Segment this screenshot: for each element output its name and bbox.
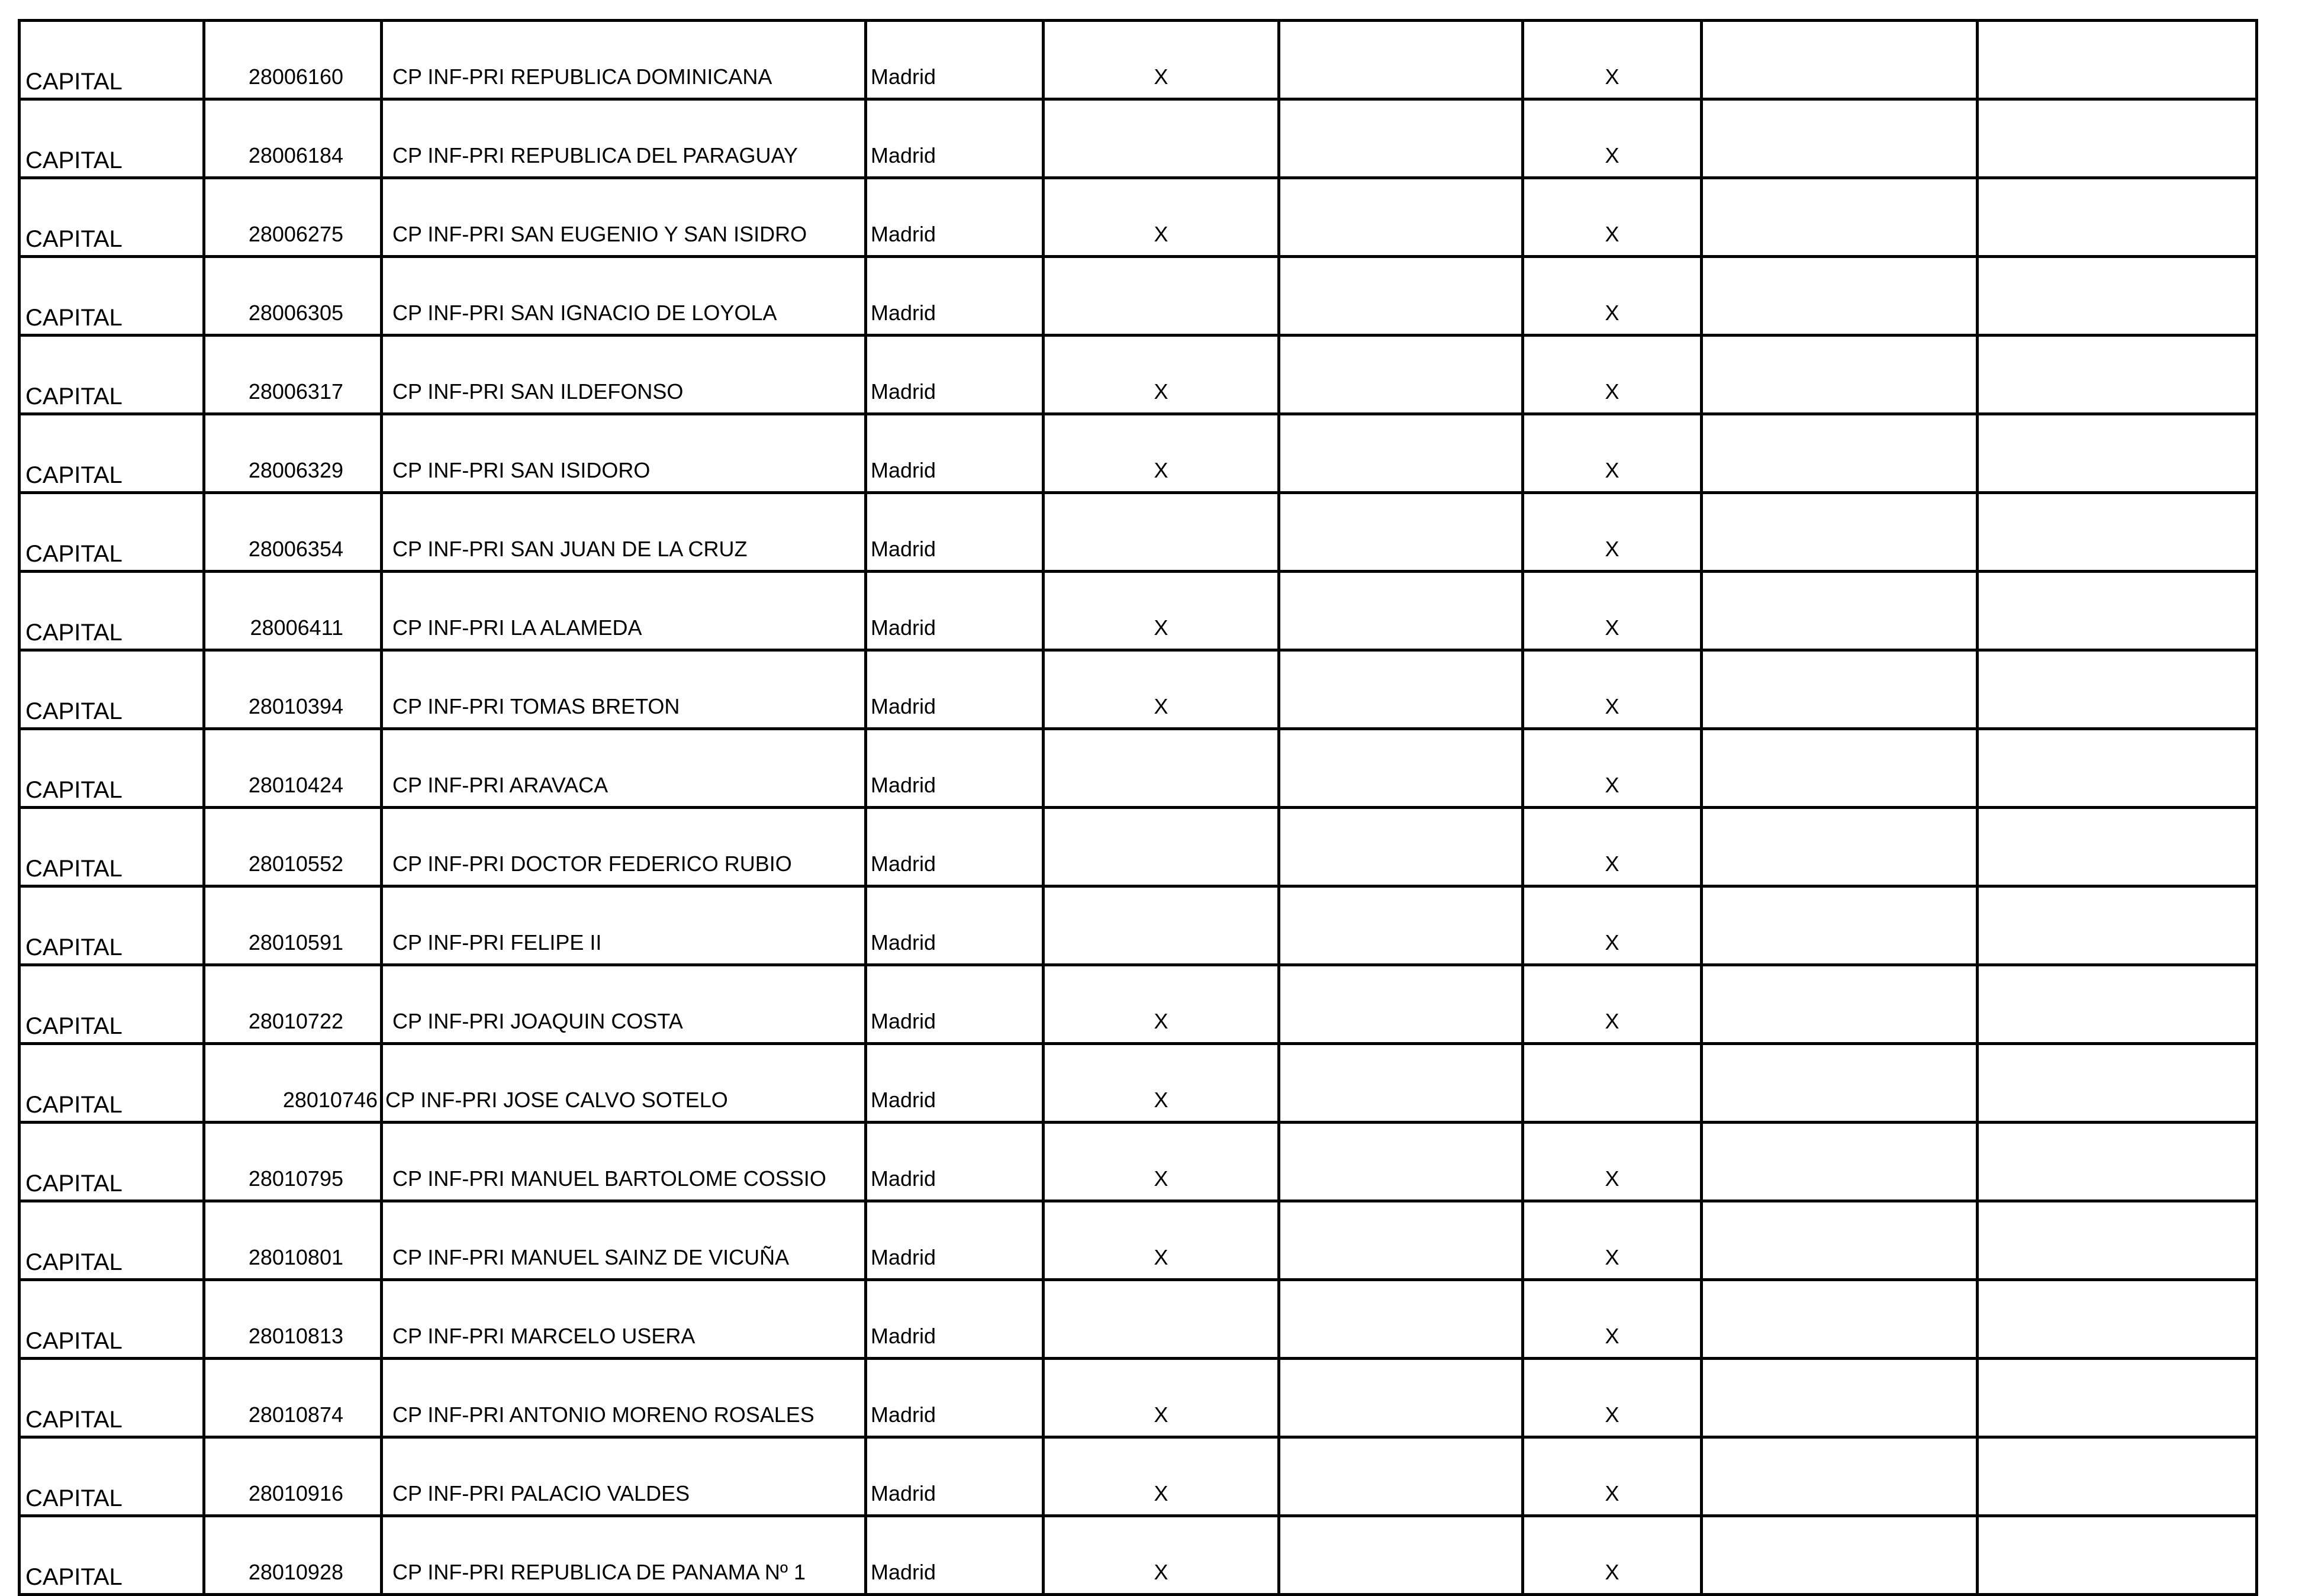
mark-cell-4 [1702, 1516, 1978, 1595]
mark-cell-5 [1978, 178, 2257, 257]
mark-cell-3: X [1523, 965, 1702, 1044]
center-code-cell: 28010874 [204, 1359, 382, 1437]
mark-cell-5 [1978, 886, 2257, 965]
mark-cell-2 [1279, 729, 1523, 808]
area-cell: CAPITAL [20, 572, 204, 650]
mark-cell-1: X [1044, 1044, 1279, 1123]
mark-cell-3: X [1523, 493, 1702, 572]
center-code-cell: 28006184 [204, 99, 382, 178]
mark-cell-5 [1978, 572, 2257, 650]
mark-cell-1 [1044, 808, 1279, 886]
mark-cell-4 [1702, 1201, 1978, 1280]
mark-cell-4 [1702, 1123, 1978, 1201]
mark-cell-3: X [1523, 414, 1702, 493]
mark-cell-3: X [1523, 178, 1702, 257]
mark-cell-2 [1279, 1201, 1523, 1280]
mark-cell-5 [1978, 1044, 2257, 1123]
mark-cell-1: X [1044, 650, 1279, 729]
center-code-cell: 28006411 [204, 572, 382, 650]
mark-cell-5 [1978, 336, 2257, 414]
center-code-cell: 28010591 [204, 886, 382, 965]
city-cell: Madrid [866, 1201, 1044, 1280]
mark-cell-1: X [1044, 336, 1279, 414]
area-cell: CAPITAL [20, 493, 204, 572]
school-name-cell: CP INF-PRI MANUEL BARTOLOME COSSIO [382, 1123, 866, 1201]
school-name-cell: CP INF-PRI REPUBLICA DEL PARAGUAY [382, 99, 866, 178]
mark-cell-2 [1279, 886, 1523, 965]
mark-cell-3: X [1523, 1280, 1702, 1359]
mark-cell-3: X [1523, 336, 1702, 414]
mark-cell-3: X [1523, 1201, 1702, 1280]
mark-cell-5 [1978, 1359, 2257, 1437]
area-cell: CAPITAL [20, 1123, 204, 1201]
mark-cell-1: X [1044, 1123, 1279, 1201]
mark-cell-2 [1279, 99, 1523, 178]
mark-cell-4 [1702, 21, 1978, 99]
mark-cell-1: X [1044, 1516, 1279, 1595]
mark-cell-1: X [1044, 21, 1279, 99]
mark-cell-5 [1978, 650, 2257, 729]
mark-cell-1 [1044, 729, 1279, 808]
mark-cell-5 [1978, 493, 2257, 572]
table-row [20, 650, 2257, 729]
city-cell: Madrid [866, 257, 1044, 336]
mark-cell-5 [1978, 257, 2257, 336]
table-row [20, 965, 2257, 1044]
table-row [20, 729, 2257, 808]
city-cell: Madrid [866, 886, 1044, 965]
mark-cell-3: X [1523, 1123, 1702, 1201]
mark-cell-2 [1279, 336, 1523, 414]
table-row [20, 493, 2257, 572]
table-row [20, 336, 2257, 414]
mark-cell-2 [1279, 414, 1523, 493]
mark-cell-2 [1279, 1044, 1523, 1123]
mark-cell-2 [1279, 257, 1523, 336]
mark-cell-5 [1978, 21, 2257, 99]
mark-cell-2 [1279, 572, 1523, 650]
table-row [20, 99, 2257, 178]
center-code-cell: 28010916 [204, 1437, 382, 1516]
mark-cell-3: X [1523, 1516, 1702, 1595]
table-row [20, 21, 2257, 99]
center-code-cell: 28010424 [204, 729, 382, 808]
area-cell: CAPITAL [20, 1201, 204, 1280]
city-cell: Madrid [866, 965, 1044, 1044]
mark-cell-3: X [1523, 808, 1702, 886]
school-name-cell: CP INF-PRI JOAQUIN COSTA [382, 965, 866, 1044]
mark-cell-4 [1702, 493, 1978, 572]
table-row [20, 886, 2257, 965]
table-row [20, 257, 2257, 336]
table-row [20, 1044, 2257, 1123]
school-name-cell: CP INF-PRI PALACIO VALDES [382, 1437, 866, 1516]
mark-cell-1 [1044, 257, 1279, 336]
city-cell: Madrid [866, 178, 1044, 257]
mark-cell-3: X [1523, 21, 1702, 99]
area-cell: CAPITAL [20, 1516, 204, 1595]
city-cell: Madrid [866, 572, 1044, 650]
mark-cell-5 [1978, 1516, 2257, 1595]
school-name-cell: CP INF-PRI SAN JUAN DE LA CRUZ [382, 493, 866, 572]
area-cell: CAPITAL [20, 808, 204, 886]
mark-cell-2 [1279, 650, 1523, 729]
school-name-cell: CP INF-PRI ANTONIO MORENO ROSALES [382, 1359, 866, 1437]
city-cell: Madrid [866, 808, 1044, 886]
mark-cell-5 [1978, 414, 2257, 493]
table-row [20, 1359, 2257, 1437]
mark-cell-4 [1702, 1044, 1978, 1123]
mark-cell-1: X [1044, 414, 1279, 493]
city-cell: Madrid [866, 336, 1044, 414]
city-cell: Madrid [866, 21, 1044, 99]
school-name-cell: CP INF-PRI SAN IGNACIO DE LOYOLA [382, 257, 866, 336]
area-cell: CAPITAL [20, 1359, 204, 1437]
school-name-cell: CP INF-PRI SAN EUGENIO Y SAN ISIDRO [382, 178, 866, 257]
mark-cell-4 [1702, 414, 1978, 493]
mark-cell-1 [1044, 886, 1279, 965]
center-code-cell: 28006354 [204, 493, 382, 572]
mark-cell-2 [1279, 493, 1523, 572]
school-name-cell: CP INF-PRI MANUEL SAINZ DE VICUÑA [382, 1201, 866, 1280]
mark-cell-5 [1978, 965, 2257, 1044]
mark-cell-4 [1702, 886, 1978, 965]
center-code-cell: 28010722 [204, 965, 382, 1044]
center-code-cell: 28010746 [204, 1044, 382, 1123]
school-name-cell: CP INF-PRI DOCTOR FEDERICO RUBIO [382, 808, 866, 886]
school-name-cell: CP INF-PRI ARAVACA [382, 729, 866, 808]
center-code-cell: 28010795 [204, 1123, 382, 1201]
mark-cell-5 [1978, 1437, 2257, 1516]
table-row [20, 1280, 2257, 1359]
mark-cell-4 [1702, 965, 1978, 1044]
mark-cell-4 [1702, 1437, 1978, 1516]
mark-cell-5 [1978, 99, 2257, 178]
mark-cell-2 [1279, 1123, 1523, 1201]
mark-cell-3: X [1523, 1359, 1702, 1437]
mark-cell-4 [1702, 729, 1978, 808]
mark-cell-5 [1978, 729, 2257, 808]
mark-cell-2 [1279, 21, 1523, 99]
mark-cell-1: X [1044, 1359, 1279, 1437]
table-row [20, 1201, 2257, 1280]
mark-cell-5 [1978, 808, 2257, 886]
area-cell: CAPITAL [20, 178, 204, 257]
mark-cell-1: X [1044, 572, 1279, 650]
mark-cell-1: X [1044, 178, 1279, 257]
mark-cell-2 [1279, 965, 1523, 1044]
mark-cell-4 [1702, 650, 1978, 729]
table-row [20, 572, 2257, 650]
area-cell: CAPITAL [20, 257, 204, 336]
table-row [20, 178, 2257, 257]
city-cell: Madrid [866, 1123, 1044, 1201]
mark-cell-2 [1279, 1516, 1523, 1595]
center-code-cell: 28010801 [204, 1201, 382, 1280]
mark-cell-1 [1044, 493, 1279, 572]
center-code-cell: 28010813 [204, 1280, 382, 1359]
mark-cell-5 [1978, 1123, 2257, 1201]
mark-cell-4 [1702, 1359, 1978, 1437]
mark-cell-2 [1279, 178, 1523, 257]
area-cell: CAPITAL [20, 1280, 204, 1359]
table-row [20, 1123, 2257, 1201]
mark-cell-3: X [1523, 650, 1702, 729]
city-cell: Madrid [866, 99, 1044, 178]
city-cell: Madrid [866, 1044, 1044, 1123]
center-code-cell: 28006317 [204, 336, 382, 414]
mark-cell-2 [1279, 1437, 1523, 1516]
school-name-cell: CP INF-PRI REPUBLICA DE PANAMA Nº 1 [382, 1516, 866, 1595]
mark-cell-4 [1702, 808, 1978, 886]
mark-cell-3: X [1523, 572, 1702, 650]
city-cell: Madrid [866, 1359, 1044, 1437]
mark-cell-1: X [1044, 1437, 1279, 1516]
mark-cell-3: X [1523, 99, 1702, 178]
mark-cell-2 [1279, 1359, 1523, 1437]
center-code-cell: 28006329 [204, 414, 382, 493]
mark-cell-4 [1702, 1280, 1978, 1359]
school-name-cell: CP INF-PRI FELIPE II [382, 886, 866, 965]
area-cell: CAPITAL [20, 99, 204, 178]
table-row [20, 808, 2257, 886]
area-cell: CAPITAL [20, 336, 204, 414]
center-code-cell: 28006275 [204, 178, 382, 257]
mark-cell-3 [1523, 1044, 1702, 1123]
city-cell: Madrid [866, 493, 1044, 572]
table-row [20, 414, 2257, 493]
area-cell: CAPITAL [20, 1437, 204, 1516]
area-cell: CAPITAL [20, 650, 204, 729]
center-code-cell: 28006160 [204, 21, 382, 99]
city-cell: Madrid [866, 414, 1044, 493]
area-cell: CAPITAL [20, 729, 204, 808]
area-cell: CAPITAL [20, 414, 204, 493]
school-name-cell: CP INF-PRI SAN ILDEFONSO [382, 336, 866, 414]
mark-cell-4 [1702, 178, 1978, 257]
mark-cell-2 [1279, 1280, 1523, 1359]
school-name-cell: CP INF-PRI JOSE CALVO SOTELO [382, 1044, 866, 1123]
school-name-cell: CP INF-PRI REPUBLICA DOMINICANA [382, 21, 866, 99]
table-row [20, 1437, 2257, 1516]
school-name-cell: CP INF-PRI SAN ISIDORO [382, 414, 866, 493]
area-cell: CAPITAL [20, 1044, 204, 1123]
mark-cell-3: X [1523, 729, 1702, 808]
center-code-cell: 28006305 [204, 257, 382, 336]
city-cell: Madrid [866, 1516, 1044, 1595]
mark-cell-1: X [1044, 965, 1279, 1044]
table-row [20, 1516, 2257, 1595]
school-name-cell: CP INF-PRI TOMAS BRETON [382, 650, 866, 729]
mark-cell-3: X [1523, 886, 1702, 965]
table-body [20, 21, 2257, 1595]
city-cell: Madrid [866, 729, 1044, 808]
city-cell: Madrid [866, 1280, 1044, 1359]
city-cell: Madrid [866, 1437, 1044, 1516]
mark-cell-3: X [1523, 257, 1702, 336]
mark-cell-2 [1279, 808, 1523, 886]
schools-table [18, 19, 2258, 1596]
area-cell: CAPITAL [20, 21, 204, 99]
school-name-cell: CP INF-PRI LA ALAMEDA [382, 572, 866, 650]
mark-cell-4 [1702, 336, 1978, 414]
mark-cell-1: X [1044, 1201, 1279, 1280]
mark-cell-5 [1978, 1280, 2257, 1359]
area-cell: CAPITAL [20, 886, 204, 965]
mark-cell-1 [1044, 99, 1279, 178]
center-code-cell: 28010928 [204, 1516, 382, 1595]
center-code-cell: 28010552 [204, 808, 382, 886]
mark-cell-4 [1702, 572, 1978, 650]
mark-cell-3: X [1523, 1437, 1702, 1516]
mark-cell-4 [1702, 257, 1978, 336]
area-cell: CAPITAL [20, 965, 204, 1044]
mark-cell-1 [1044, 1280, 1279, 1359]
mark-cell-4 [1702, 99, 1978, 178]
mark-cell-5 [1978, 1201, 2257, 1280]
school-name-cell: CP INF-PRI MARCELO USERA [382, 1280, 866, 1359]
center-code-cell: 28010394 [204, 650, 382, 729]
city-cell: Madrid [866, 650, 1044, 729]
